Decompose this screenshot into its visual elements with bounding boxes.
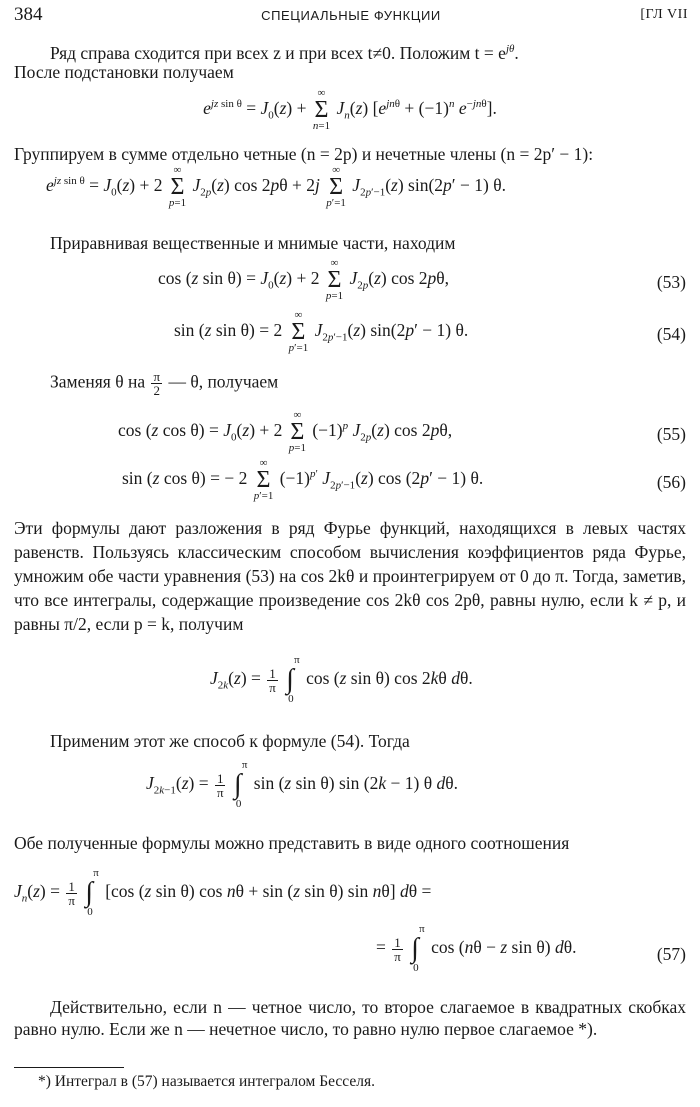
book-page: 384 СПЕЦИАЛЬНЫЕ ФУНКЦИИ [ГЛ VII Ряд справа сходится при всех z и при всех t≠0. Положим $t = e^{j\theta}$. После подстановки получаем $e^{jz sin \theta} = J_0(z)$ + ∞ Σ n=1 $J_n(z) [e^{jn\theta} + (-1)^n$ $e^{-jn\theta}$]. Группируем в сумме отдельно четные (n = 2p) и нечетные члены (n = 2p′ − 1): $e^{jz sin \theta} = J_0(z) + 2$ ∞ Σ p=1 $J_{2p}(z)$ cos 2pθ + 2j ∞ Σ p′=1 $J_{2p'-1}(z) \sin(2p' - 1)$ θ. Приравнивая вещественные и мнимые части, находим cos (z $\sin \theta) = J_0(z) + 2$ ∞ Σ p=1 $J_{2p}(z)$ cos 2pθ, (53) sin (z sin θ) = 2 ∞ Σ p′=1 $J_{2p'-1}(z) \sin(2p' - 1)$ θ. (54) Заменяя θ на $\frac{\pi}{2}$ — θ, получаем cos (z $\cos \theta) = J_0(z) + 2$ ∞ Σ p=1 $(-1)^p$ $J_{2p}(z)$ cos 2pθ, (55) sin (z cos θ) = − 2 ∞ Σ p′=1 $(-1)^{p'}$ $J_{2p'-1}(z)$ cos (2p′ − 1) θ. (56) Эти формулы дают разложения в ряд Фурье функций, находящихся в левых частях равенств. Пользуясь классическим способом вычисления коэффициентов ряда Фурье, умножим обе части уравнения (53) на cos 2kθ и проинтегрируем от 0 до π. Тогда, заметив, что все интегралы, содержащие произведение cos 2kθ cos 2pθ, равны нулю, если k ≠ p, и равны π/2, если p = k, получим $J_{2k}(z)$ = $\frac{1}{\pi}$ π ∫ 0 cos (z sin θ) cos 2kθ dθ. Применим этот же способ к формуле (54). Тогда $J_{2k-1}(z)$ = $\frac{1}{\pi}$ π ∫ 0 sin (z sin θ) sin (2k − 1) θ dθ. Обе полученные формулы можно представить в виде одного соотношения $J_n(z)$ = $\frac{1}{\pi}$ π ∫ 0 [cos (z sin θ) cos nθ + sin (z sin θ) sin nθ] dθ = = $\frac{1}{\pi}$ π ∫ 0 cos (nθ − z sin θ) dθ. (57) Действительно, если n — четное число, то второе слагаемое в квадратных скобках равно нулю. Если же n — нечетное число, то равно нулю первое слагаемое *). *) Интеграл в (57) называется интегралом Бесселя. [14, 4, 688, 1090]
paragraph-1a: Ряд справа сходится при всех z и при всех t≠0. Положим $t = e^{j\theta}$. [50, 42, 519, 63]
paragraph-2: Группируем в сумме отдельно четные (n = 2p) и нечетные члены (n = 2p′ − 1): [14, 144, 594, 164]
paragraph-4: Заменяя θ на $\frac{\pi}{2}$ — θ, получаем [50, 369, 279, 398]
equation-substitution: $e^{jz sin \theta} = J_0(z)$ + ∞ Σ n=1 $J_n(z) [e^{jn\theta} + (-1)^n$ $e^{-jn\theta}$]. [203, 87, 497, 132]
paragraph-8: Действительно, если n — четное число, то второе слагаемое в квадратных скобках равно нулю. Если же n — нечетное число, то равно нулю первое слагаемое *). [14, 997, 686, 1039]
paragraph-3: Приравнивая вещественные и мнимые части, находим [50, 233, 456, 253]
running-header [14, 4, 688, 26]
paragraph-5: Эти формулы дают разложения в ряд Фурье функций, находящихся в левых частях равенств. Пользуясь классическим способом вычисления коэффициентов ряда Фурье, умножим обе части уравнения (53) на cos 2kθ и проинтегрируем от 0 до π. Тогда, заметив, что все интегралы, содержащие произведение cos 2kθ cos 2pθ, равны нулю, если k ≠ p, и равны π/2, если p = k, получим [14, 518, 686, 634]
running-title: СПЕЦИАЛЬНЫЕ ФУНКЦИИ [261, 8, 441, 23]
page-number: 384 [14, 4, 43, 25]
equation-57-line-1: $J_n(z)$ = $\frac{1}{\pi}$ π ∫ 0 [cos (z sin θ) cos nθ + sin (z sin θ) sin nθ] dθ = [14, 867, 432, 918]
paragraph-1b: После подстановки получаем [14, 62, 234, 82]
paragraph-6: Применим этот же способ к формуле (54). Тогда [50, 731, 410, 751]
fraction-pi-over-2: $\frac{\pi}{2}$ [153, 369, 161, 398]
equation-grouped: $e^{jz sin \theta} = J_0(z) + 2$ ∞ Σ p=1 $J_{2p}(z)$ cos 2pθ + 2j ∞ Σ p′=1 $J_{2p'-1}(z) \sin(2p' - 1)$ θ. [46, 164, 506, 209]
paragraph-7: Обе полученные формулы можно представить в виде одного соотношения [14, 833, 570, 853]
chapter-label: [ГЛ VII [640, 7, 688, 22]
footnote-rule [14, 1067, 124, 1068]
footnote: *) Интеграл в (57) называется интегралом Бесселя. [38, 1073, 375, 1090]
